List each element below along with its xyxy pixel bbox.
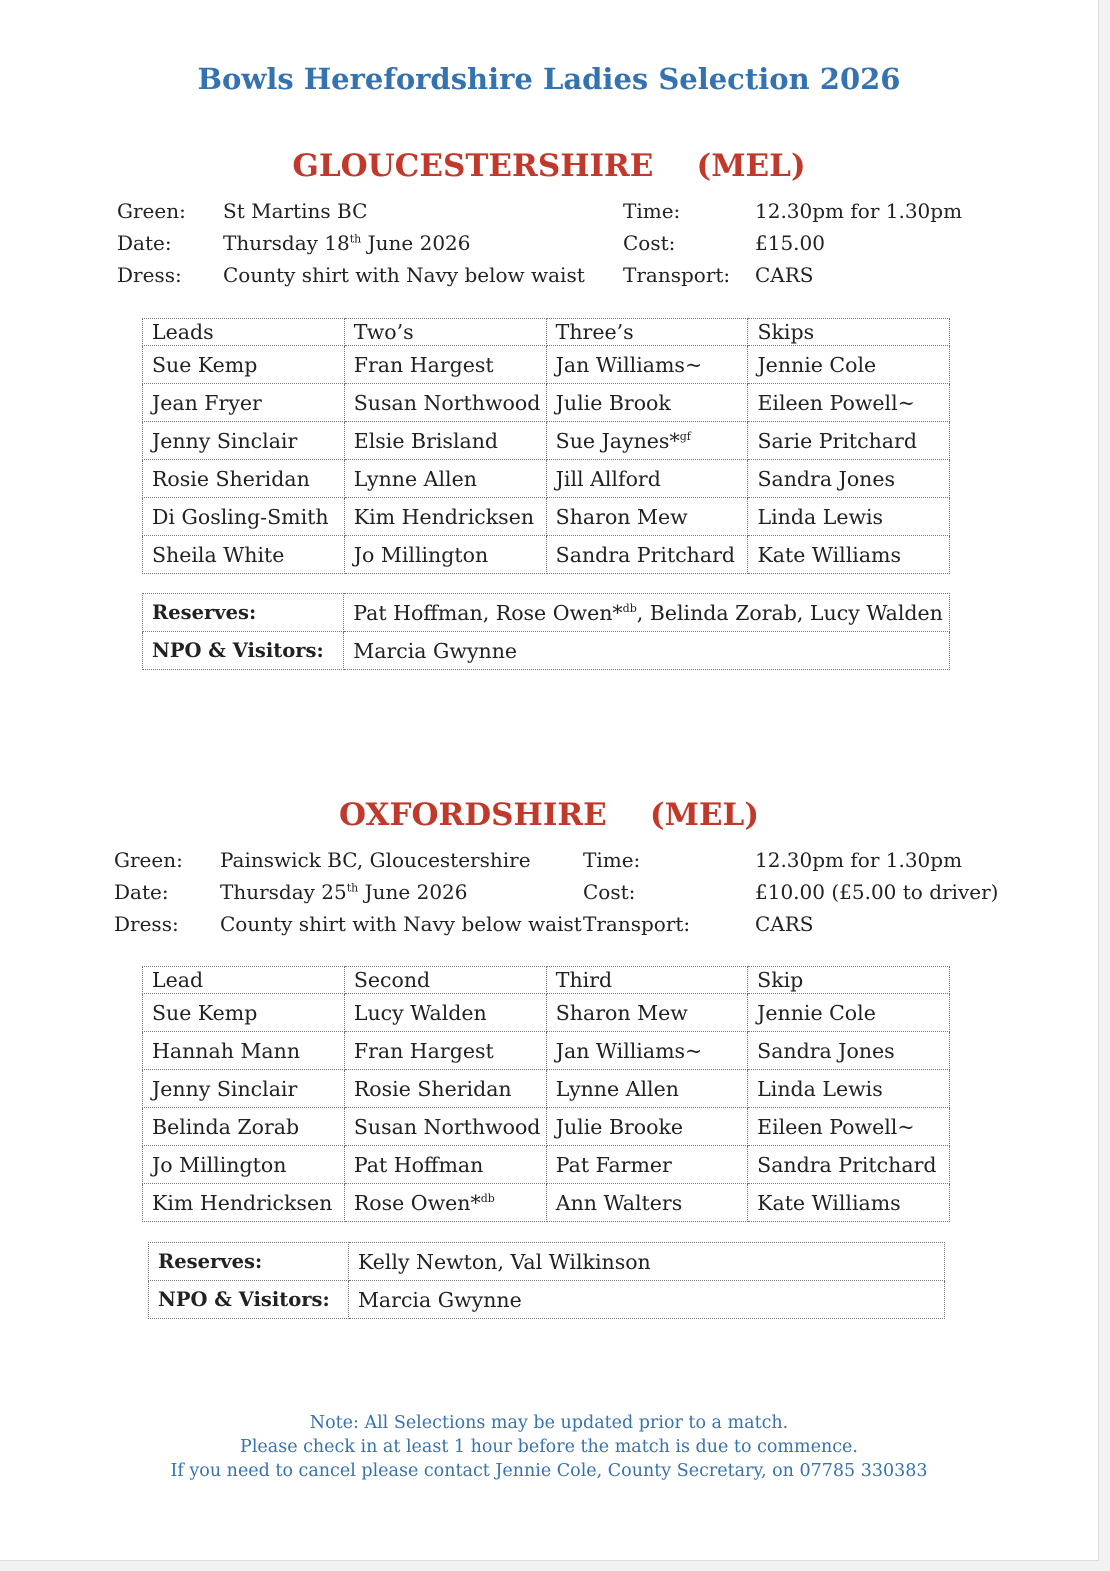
note-line: Note: All Selections may be updated prior to a match. bbox=[309, 1413, 789, 1433]
time-value: 12.30pm for 1.30pm bbox=[755, 848, 963, 872]
date-label: Date: bbox=[117, 231, 172, 255]
green-value: Painswick BC, Gloucestershire bbox=[220, 848, 531, 872]
table-row bbox=[143, 1032, 950, 1070]
player-cell: Hannah Mann bbox=[143, 1032, 345, 1070]
footer-note bbox=[0, 1411, 1098, 1483]
table-row bbox=[143, 346, 950, 384]
player-cell: Sandra Jones bbox=[748, 460, 950, 498]
player-cell: Linda Lewis bbox=[748, 1070, 950, 1108]
reserves-label: Reserves: bbox=[149, 1243, 349, 1281]
green-label: Green: bbox=[114, 848, 183, 872]
match-1-title: GLOUCESTERSHIRE (MEL) bbox=[292, 148, 806, 184]
transport-value: CARS bbox=[755, 912, 814, 936]
player-cell: Lynne Allen bbox=[344, 460, 546, 498]
player-cell: Julie Brooke bbox=[546, 1108, 747, 1146]
player-cell: Elsie Brisland bbox=[344, 422, 546, 460]
player-cell: Rosie Sheridan bbox=[344, 1070, 546, 1108]
transport-label: Transport: bbox=[623, 263, 731, 287]
match-2-title: OXFORDSHIRE (MEL) bbox=[339, 797, 759, 833]
cost-label: Cost: bbox=[623, 231, 676, 255]
player-cell: Jenny Sinclair bbox=[143, 1070, 345, 1108]
cost-value: £10.00 (£5.00 to driver) bbox=[755, 880, 999, 904]
table-row bbox=[143, 1108, 950, 1146]
date-label: Date: bbox=[114, 880, 169, 904]
player-cell: Rosie Sheridan bbox=[143, 460, 345, 498]
cost-label: Cost: bbox=[583, 880, 636, 904]
player-cell: Julie Brook bbox=[546, 384, 748, 422]
table-row bbox=[143, 1070, 950, 1108]
column-header: Second bbox=[344, 967, 546, 994]
player-cell: Eileen Powell~ bbox=[748, 1108, 950, 1146]
note-line: If you need to cancel please contact Jennie Cole, County Secretary, on 07785 330383 bbox=[170, 1461, 928, 1481]
npo-value: Marcia Gwynne bbox=[344, 632, 950, 670]
date-value: Thursday 25th June 2026 bbox=[220, 880, 468, 904]
time-label: Time: bbox=[583, 848, 641, 872]
green-label: Green: bbox=[117, 199, 186, 223]
player-cell: Susan Northwood bbox=[344, 1108, 546, 1146]
player-cell: Jenny Sinclair bbox=[143, 422, 345, 460]
document-title: Bowls Herefordshire Ladies Selection 2026 bbox=[197, 62, 901, 96]
player-cell: Jean Fryer bbox=[143, 384, 345, 422]
table-row bbox=[143, 460, 950, 498]
npo-label: NPO & Visitors: bbox=[143, 632, 344, 670]
table-row bbox=[143, 498, 950, 536]
npo-row bbox=[149, 1281, 945, 1319]
date-value: Thursday 18th June 2026 bbox=[223, 231, 471, 255]
match-2-team-table bbox=[142, 966, 950, 1222]
player-cell: Di Gosling-Smith bbox=[143, 498, 345, 536]
player-cell: Jo Millington bbox=[143, 1146, 345, 1184]
player-cell: Fran Hargest bbox=[344, 346, 546, 384]
player-cell: Sandra Jones bbox=[748, 1032, 950, 1070]
match-1-details bbox=[117, 195, 997, 291]
npo-label: NPO & Visitors: bbox=[149, 1281, 349, 1319]
column-header: Skip bbox=[748, 967, 950, 994]
player-cell: Eileen Powell~ bbox=[748, 384, 950, 422]
table-row bbox=[143, 422, 950, 460]
cost-value: £15.00 bbox=[755, 231, 825, 255]
npo-row bbox=[143, 632, 950, 670]
player-cell: Linda Lewis bbox=[748, 498, 950, 536]
match-2-details bbox=[114, 844, 999, 940]
player-cell: Susan Northwood bbox=[344, 384, 546, 422]
player-cell: Lynne Allen bbox=[546, 1070, 747, 1108]
player-cell: Jan Williams~ bbox=[546, 1032, 747, 1070]
column-header: Third bbox=[546, 967, 747, 994]
player-cell: Kim Hendricksen bbox=[143, 1184, 345, 1222]
reserves-value: Pat Hoffman, Rose Owen*$^{db}$, Belinda Zorab, Lucy Walden bbox=[344, 594, 950, 632]
player-cell: Ann Walters bbox=[546, 1184, 747, 1222]
reserves-row bbox=[143, 594, 950, 632]
player-cell: Kate Williams bbox=[748, 536, 950, 574]
table-row bbox=[143, 384, 950, 422]
player-cell: Fran Hargest bbox=[344, 1032, 546, 1070]
match-2-reserves-table bbox=[148, 1242, 945, 1319]
reserves-value: Kelly Newton, Val Wilkinson bbox=[348, 1243, 944, 1281]
player-cell: Rose Owen*$^{db}$ bbox=[344, 1184, 546, 1222]
column-header: Lead bbox=[143, 967, 345, 994]
column-header: Three’s bbox=[546, 319, 748, 346]
reserves-row bbox=[149, 1243, 945, 1281]
player-cell: Jo Millington bbox=[344, 536, 546, 574]
player-cell: Sandra Pritchard bbox=[546, 536, 748, 574]
dress-value: County shirt with Navy below waist bbox=[220, 912, 582, 936]
transport-value: CARS bbox=[755, 263, 814, 287]
dress-label: Dress: bbox=[117, 263, 182, 287]
table-row bbox=[143, 1146, 950, 1184]
column-header: Skips bbox=[748, 319, 950, 346]
player-cell: Jan Williams~ bbox=[546, 346, 748, 384]
player-cell: Sue Jaynes*$^{gf}$ bbox=[546, 422, 748, 460]
player-cell: Jennie Cole bbox=[748, 346, 950, 384]
column-header: Two’s bbox=[344, 319, 546, 346]
player-cell: Kim Hendricksen bbox=[344, 498, 546, 536]
table-row bbox=[143, 1184, 950, 1222]
table-row bbox=[143, 536, 950, 574]
time-value: 12.30pm for 1.30pm bbox=[755, 199, 963, 223]
time-label: Time: bbox=[623, 199, 681, 223]
table-row bbox=[143, 994, 950, 1032]
player-cell: Jill Allford bbox=[546, 460, 748, 498]
green-value: St Martins BC bbox=[223, 199, 368, 223]
npo-value: Marcia Gwynne bbox=[348, 1281, 944, 1319]
player-cell: Sue Kemp bbox=[143, 346, 345, 384]
player-cell: Sheila White bbox=[143, 536, 345, 574]
table-header-row bbox=[143, 967, 950, 994]
player-cell: Kate Williams bbox=[748, 1184, 950, 1222]
player-cell: Sharon Mew bbox=[546, 498, 748, 536]
note-line: Please check in at least 1 hour before the match is due to commence. bbox=[240, 1437, 858, 1457]
dress-label: Dress: bbox=[114, 912, 179, 936]
reserves-label: Reserves: bbox=[143, 594, 344, 632]
player-cell: Sharon Mew bbox=[546, 994, 747, 1032]
player-cell: Belinda Zorab bbox=[143, 1108, 345, 1146]
match-1-team-table bbox=[142, 318, 950, 574]
player-cell: Sarie Pritchard bbox=[748, 422, 950, 460]
player-cell: Sue Kemp bbox=[143, 994, 345, 1032]
player-cell: Pat Farmer bbox=[546, 1146, 747, 1184]
player-cell: Lucy Walden bbox=[344, 994, 546, 1032]
transport-label: Transport: bbox=[583, 912, 691, 936]
player-cell: Jennie Cole bbox=[748, 994, 950, 1032]
column-header: Leads bbox=[143, 319, 345, 346]
match-1-reserves-table bbox=[142, 593, 950, 670]
player-cell: Sandra Pritchard bbox=[748, 1146, 950, 1184]
dress-value: County shirt with Navy below waist bbox=[223, 263, 585, 287]
player-cell: Pat Hoffman bbox=[344, 1146, 546, 1184]
table-header-row bbox=[143, 319, 950, 346]
